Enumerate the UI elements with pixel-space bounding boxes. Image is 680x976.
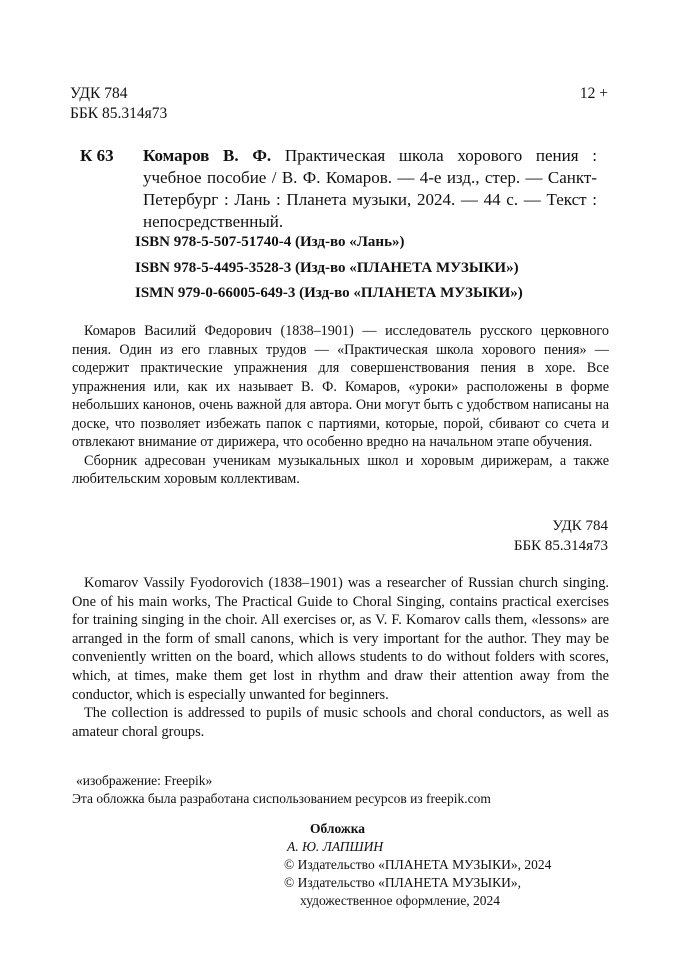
age-rating: 12 +: [579, 85, 608, 102]
copyright-design: © Издательство «ПЛАНЕТА МУЗЫКИ»,: [284, 875, 521, 890]
catalog-entry: [143, 145, 597, 233]
ismn-planeta: ISMN 979-0-66005-649-3 (Изд-во «ПЛАНЕТА МУЗЫКИ»): [135, 285, 523, 301]
cover-title: Обложка: [310, 821, 366, 836]
bbk-code: ББК 85.314я73: [70, 105, 168, 122]
isbn-lan: ISBN 978-5-507-51740-4 (Изд-во «Лань»): [135, 234, 405, 250]
annotation-en-paragraph-1: Komarov Vassily Fyodorovich (1838–1901) was a researcher of Russian church singing. One of his main works, The Practical Guide to Choral Singing, contains practical exercises for training singing in the choir. All exercises or, as V. F. Komarov calls them, «lessons» are arranged in the form of small canons, which is very important for the author. They may be conveniently written on the board, which allows students to do without folders with scores, which, at times, make them get lost in rhythm and draw their attention away from the conductor, which is especially unwanted for beginners.: [72, 575, 609, 703]
annotation-en-paragraph-2: The collection is addressed to pupils of music schools and choral conductors, as well as amateur choral groups.: [72, 705, 609, 740]
image-credit: «изображение: Freepik»: [76, 773, 213, 788]
copyright-publisher: © Издательство «ПЛАНЕТА МУЗЫКИ», 2024: [284, 857, 552, 872]
catalog-description: Практическая школа хорового пения : учебное пособие / В. Ф. Комаров. — 4-е изд., стер. — Санкт-Петербург : Лань : Планета музыки, 2024. — 44 с. — Текст : непосредственный.: [143, 146, 597, 231]
annotation-ru: [72, 322, 609, 489]
cover-resource-note: Эта обложка была разработана сиспользованием ресурсов из freepik.com: [72, 791, 491, 806]
author-mark: К 63: [80, 146, 114, 165]
annotation-en: [72, 574, 609, 741]
catalog-author: Комаров В. Ф.: [143, 146, 272, 165]
annotation-ru-paragraph-1: Комаров Василий Федорович (1838–1901) — исследователь русского церковного пения. Один из его главных трудов — «Практическая школа хорового пения» — содержит практические упражнения для совершенствования пения в хоре. Все упражнения или, как их называет В. Ф. Комаров, «уроки» расположены в форме небольших канонов, очень важной для автора. Они могут быть с удобством написаны на доске, что позволяет избежать папок с партиями, которые, порой, сбивают со счета и отвлекают внимание от дирижера, что особенно вредно на начальном этапе обучения.: [72, 323, 609, 450]
isbn-planeta: ISBN 978-5-4495-3528-3 (Изд-во «ПЛАНЕТА МУЗЫКИ»): [135, 260, 519, 276]
udk-code: УДК 784: [70, 85, 128, 102]
cover-author: А. Ю. ЛАПШИН: [287, 839, 384, 854]
annotation-udk: УДК 784: [552, 518, 608, 534]
annotation-ru-paragraph-2: Сборник адресован ученикам музыкальных школ и хоровым дирижерам, а также любительским хоровым коллективам.: [72, 452, 609, 487]
copyright-design-cont: художественное оформление, 2024: [300, 893, 501, 908]
annotation-bbk: ББК 85.314я73: [513, 538, 608, 554]
